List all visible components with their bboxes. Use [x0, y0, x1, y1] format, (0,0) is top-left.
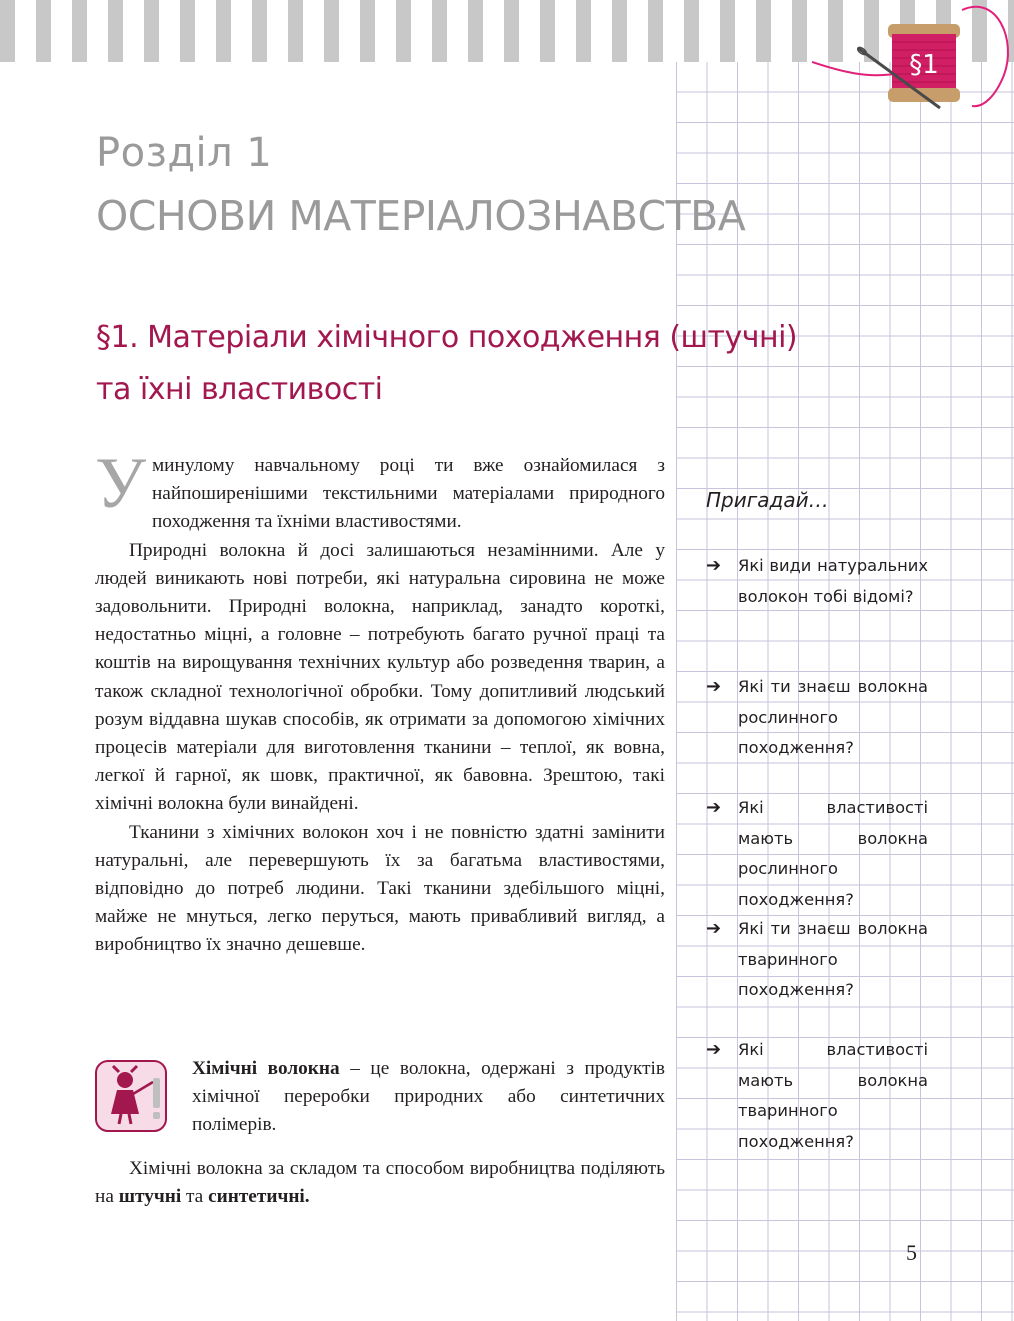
- closing-text-middle: та: [181, 1186, 209, 1208]
- closing-paragraph: [95, 1155, 665, 1211]
- arrow-right-icon: ➔: [706, 797, 722, 818]
- recall-question: [706, 551, 928, 672]
- paragraph-2: Природні волокна й досі залишаються незамінними. Але у людей виникають нові потреби, які натуральна сировина не може задовольнити. Природні волокна, наприклад, занадто короткі, недостатньо міцні, а головне – потребують багато ручної праці та коштів на вирощування технічних культур або розведення тварин, а також складної технологічної обробки. Тому допитливий людський розум віддавна шукав способів, як отримати за допомогою хімічних процесів матеріали для виготовлення тканини – теплої, як вовна, легкої й гарної, як шовк, практичної, як бавовна. Зрештою, такі хімічні волокна були винайдені.: [95, 539, 665, 815]
- recall-questions: [706, 551, 928, 1156]
- chapter-label: Розділ 1: [96, 130, 273, 176]
- recall-question: [706, 1035, 928, 1156]
- recall-heading: Пригадай…: [706, 488, 829, 512]
- paragraph-1: [95, 443, 665, 537]
- arrow-right-icon: ➔: [706, 1039, 722, 1060]
- recall-question: [706, 793, 928, 914]
- drop-cap: У: [95, 443, 146, 523]
- section-title: [96, 312, 896, 416]
- paragraph-1-text: минулому навчальному році ти вже ознайомилася з найпоширенішими текстильними матеріалами природного походження та їхніми властивостями.: [151, 455, 665, 533]
- definition-body: – це волокна, одержані з продуктів хімічної переробки природних або синтетичних полімерів.: [192, 1058, 666, 1136]
- recall-question-text: Які властивості мають волокна рослинного походження?: [738, 798, 928, 909]
- page-number: 5: [906, 1240, 917, 1265]
- closing-term-artificial: штучні: [118, 1186, 182, 1208]
- closing-term-synthetic: синтетичні.: [208, 1186, 310, 1208]
- arrow-right-icon: ➔: [706, 555, 722, 576]
- recall-question-text: Які ти знаєш волокна тваринного походження?: [738, 919, 928, 999]
- girl-pointer-icon: [95, 1060, 167, 1132]
- recall-question-text: Які властивості мають волокна тваринного походження?: [738, 1040, 928, 1151]
- definition-text: [192, 1055, 665, 1140]
- section-title-line-2: та їхні властивості: [96, 372, 383, 407]
- closing-text-start: Хімічні волокна за складом та способом виробництва поділяють на: [95, 1158, 665, 1208]
- recall-question-text: Які ти знаєш волокна рослинного походження?: [738, 677, 928, 757]
- paragraph-3: Тканини з хімічних волокон хоч і не повністю здатні замінити натуральні, але перевершують їх за багатьма властивостями, відповідно до потреб людини. Такі тканини здебільшого міцні, майже не мнуться, легко перуться, мають привабливий вигляд, а виробництво їх значно дешевше.: [95, 821, 665, 956]
- main-text: [95, 443, 665, 960]
- spool-badge: §1: [909, 50, 939, 80]
- chapter-title: ОСНОВИ МАТЕРІАЛОЗНАВСТВА: [96, 192, 746, 240]
- recall-question-text: Які види натуральних волокон тобі відомі?: [738, 556, 928, 606]
- section-title-line-1: §1. Матеріали хімічного походження (штучні): [96, 320, 798, 355]
- recall-question: [706, 914, 928, 1035]
- thread-spool-icon: [812, 0, 1014, 120]
- arrow-right-icon: ➔: [706, 918, 722, 939]
- definition-term: Хімічні волокна: [192, 1058, 340, 1079]
- recall-question: [706, 672, 928, 793]
- arrow-right-icon: ➔: [706, 676, 722, 697]
